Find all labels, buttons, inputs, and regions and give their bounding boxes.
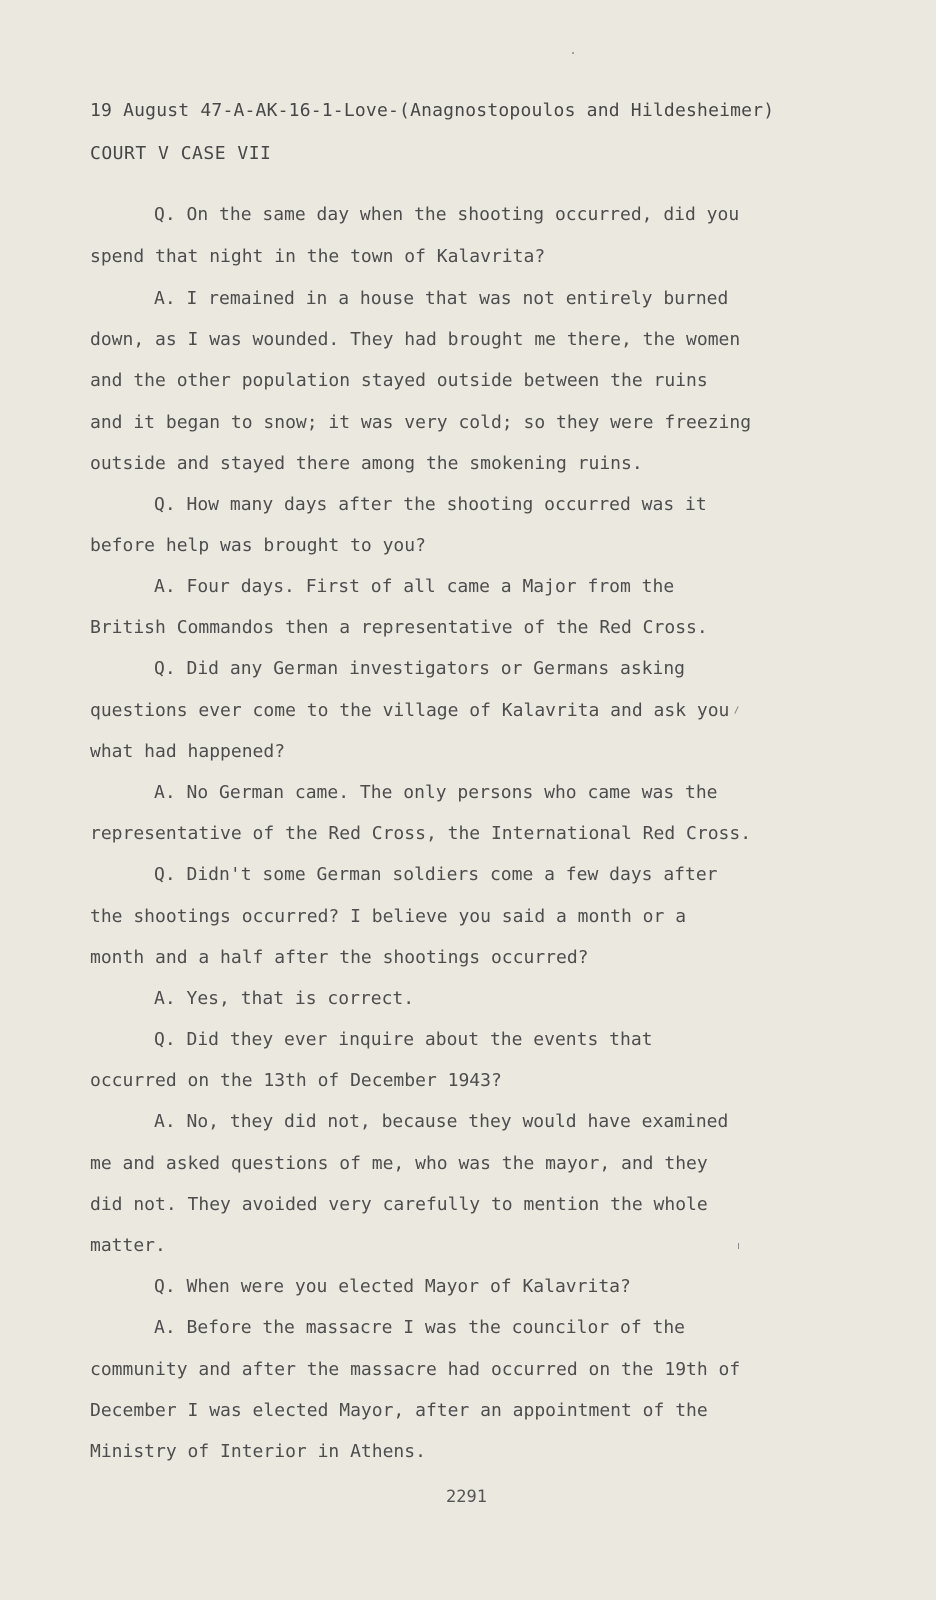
transcript-line: Q. How many days after the shooting occurred was it <box>154 494 707 515</box>
transcript-line: A. Yes, that is correct. <box>154 988 415 1009</box>
transcript-line: A. Before the massacre I was the councilor of the <box>154 1317 686 1338</box>
transcript-line: Q. On the same day when the shooting occurred, did you <box>154 204 740 225</box>
transcript-line: Q. Did any German investigators or Germans asking <box>154 658 686 679</box>
transcript-line: month and a half after the shootings occurred? <box>90 947 589 968</box>
transcript-line: questions ever come to the village of Kalavrita and ask you <box>90 700 730 721</box>
paper-mark <box>734 706 738 714</box>
transcript-line: before help was brought to you? <box>90 535 426 556</box>
transcript-line: did not. They avoided very carefully to mention the whole <box>90 1194 708 1215</box>
transcript-line: what had happened? <box>90 741 286 762</box>
transcript-line: Q. Did they ever inquire about the events that <box>154 1029 653 1050</box>
paper-speck <box>572 52 574 54</box>
transcript-line: and the other population stayed outside between the ruins <box>90 370 708 391</box>
paper-mark <box>738 1243 739 1249</box>
transcript-line: community and after the massacre had occurred on the 19th of <box>90 1359 741 1380</box>
transcript-line: A. Four days. First of all came a Major from the <box>154 576 675 597</box>
transcript-line: the shootings occurred? I believe you said a month or a <box>90 906 687 927</box>
transcript-line: A. No, they did not, because they would have examined <box>154 1111 729 1132</box>
transcript-line: and it began to snow; it was very cold; so they were freezing <box>90 412 752 433</box>
transcript-line: representative of the Red Cross, the International Red Cross. <box>90 823 752 844</box>
transcript-line: Q. Didn't some German soldiers come a few days after <box>154 864 718 885</box>
transcript-line: Ministry of Interior in Athens. <box>90 1441 426 1462</box>
transcript-line: occurred on the 13th of December 1943? <box>90 1070 502 1091</box>
transcript-line: A. No German came. The only persons who came was the <box>154 782 718 803</box>
page-number: 2291 <box>446 1487 487 1507</box>
transcript-line: spend that night in the town of Kalavrita? <box>90 246 546 267</box>
record-header: 19 August 47-A-AK-16-1-Love-(Anagnostopoulos and Hildesheimer) <box>90 100 775 121</box>
transcript-line: December I was elected Mayor, after an appointment of the <box>90 1400 708 1421</box>
transcript-line: A. I remained in a house that was not entirely burned <box>154 288 729 309</box>
transcript-line: Q. When were you elected Mayor of Kalavrita? <box>154 1276 631 1297</box>
transcript-line: outside and stayed there among the smokening ruins. <box>90 453 643 474</box>
transcript-line: down, as I was wounded. They had brought me there, the women <box>90 329 741 350</box>
court-case-header: COURT V CASE VII <box>90 143 272 164</box>
transcript-line: me and asked questions of me, who was the mayor, and they <box>90 1153 708 1174</box>
transcript-line: British Commandos then a representative of the Red Cross. <box>90 617 708 638</box>
transcript-line: matter. <box>90 1235 166 1256</box>
